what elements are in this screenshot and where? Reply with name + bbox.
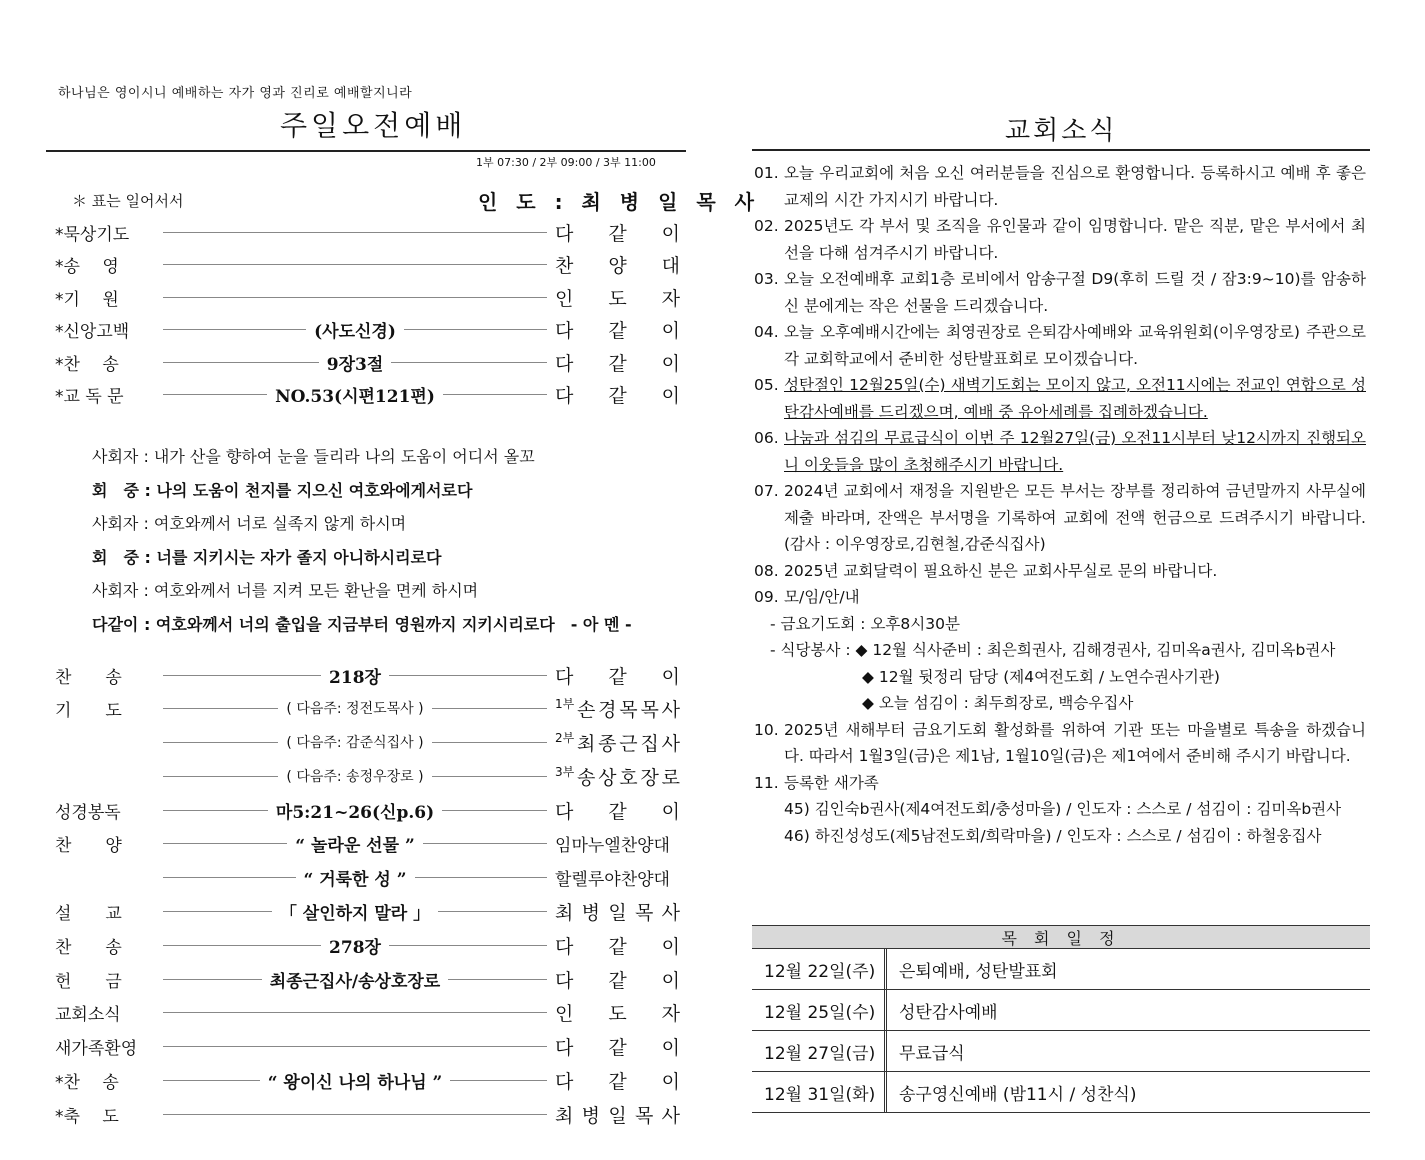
leader-line (163, 1114, 547, 1115)
order-label: *찬 송 (55, 1072, 119, 1093)
order-label: 교회소식 (55, 1005, 121, 1026)
order-row (55, 660, 680, 690)
performer-char: 목 (619, 698, 638, 721)
news-title: 교회소식 (1005, 116, 1118, 146)
performer-char: 종 (598, 732, 617, 755)
news-text: 오늘 오후예배시간에는 최영권장로 은퇴감사예배와 교육위원회(이우영장로) 주관으로 각 교회학교에서 준비한 성탄발표회로 모이겠습니다. (784, 323, 1366, 368)
schedule-header: 목 회 일 정 (752, 925, 1370, 949)
meeting-line: ◆ 12월 뒷정리 담당 (제4여전도회 / 노연수권사기관) (862, 667, 1220, 686)
performer-char: 인 (555, 287, 574, 310)
order-performer (555, 1101, 680, 1128)
order-row (55, 896, 680, 926)
order-label: *묵상기도 (55, 224, 130, 245)
service-times: 1부 07:30 / 2부 09:00 / 3부 11:00 (476, 156, 656, 169)
part-label: 2부 (555, 730, 575, 745)
order-item: 최종근집사/송상호장로 (269, 971, 441, 992)
performer-char: 사 (661, 901, 680, 924)
performer-char: 다 (555, 1070, 574, 1093)
title-divider (46, 150, 686, 152)
order-performer (555, 381, 680, 408)
performer-char: 로 (661, 766, 680, 789)
performer-char: 병 (581, 901, 601, 924)
order-row (55, 930, 680, 960)
news-number: 01. (754, 164, 779, 182)
order-performer (555, 316, 680, 343)
order-performer (555, 349, 680, 376)
order-row (55, 315, 680, 345)
leader-line (163, 1046, 547, 1047)
news-item (754, 425, 1366, 478)
performer-char: 대 (661, 255, 680, 277)
performer-char: 이 (661, 800, 680, 823)
schedule-event: 성탄감사예배 (899, 1002, 998, 1023)
order-performer (555, 999, 680, 1026)
performer-char: 일 (608, 1104, 627, 1127)
order-row (55, 347, 680, 377)
responsive-line: 사회자 : 여호와께서 너로 실족지 않게 하시며 (92, 514, 407, 533)
performer-char: 최 (555, 1104, 574, 1127)
news-number: 07. (754, 482, 779, 500)
leader-line (438, 911, 547, 912)
leader-line (163, 742, 278, 743)
leader-line (163, 945, 321, 946)
performer-char: 최 (555, 901, 574, 924)
performer-char: 이 (661, 969, 680, 992)
order-item: “ 놀라운 선물 ” (295, 836, 415, 857)
leader-line (443, 394, 547, 395)
order-row (55, 250, 680, 280)
order-performer (555, 898, 680, 925)
schedule-table (752, 925, 1370, 1113)
order-item: 218장 (329, 667, 381, 688)
performer-char: 찬 (555, 255, 574, 277)
leader-line (450, 1080, 547, 1081)
news-text: 나눔과 섬김의 무료급식이 이번 주 12월27일(금) 오전11시부터 낮12시까지 진행되오니 이웃들을 많이 초청해주시기 바랍니다. (784, 429, 1366, 474)
order-label: 찬 송 (55, 937, 122, 958)
leader-line (163, 708, 278, 709)
performer-char: 다 (555, 969, 574, 992)
performer-char: 임마누엘찬양대 (555, 836, 670, 857)
performer-char: 이 (661, 665, 680, 688)
news-text: 등록한 새가족 (784, 773, 879, 792)
schedule-row (752, 949, 1370, 990)
order-performer (555, 831, 680, 856)
performer-char: 손 (577, 698, 596, 721)
page-title: 주일오전예배 (280, 109, 467, 142)
leader-line (163, 297, 547, 298)
performer-char: 같 (608, 665, 627, 688)
performer-char: 병 (581, 1104, 601, 1127)
order-label: *송 영 (55, 257, 119, 277)
performer-char: 이 (661, 222, 680, 245)
news-item (754, 584, 1366, 611)
order-row (55, 761, 680, 791)
news-text: 오늘 오전예배후 교회1층 로비에서 암송구절 D9(후히 드릴 것 / 잠3:9~10)를 암송하신 분에게는 작은 선물을 드리겠습니다. (784, 270, 1366, 315)
performer-char: 다 (555, 665, 574, 688)
performer-char: 이 (661, 1070, 680, 1093)
meeting-line: - 식당봉사 : ◆ 12월 식사준비 : 최은희권사, 김해경권사, 김미옥a권사, 김미옥b권사 (770, 641, 1336, 659)
part-label: 1부 (555, 696, 575, 711)
news-text: 2025년 교회달력이 필요하신 분은 교회사무실로 문의 바랍니다. (784, 561, 1218, 580)
leader-line (163, 264, 547, 265)
performer-char: 할렐루야찬양대 (555, 870, 670, 891)
performer-char: 도 (608, 287, 627, 310)
leader-line (163, 1012, 547, 1013)
leader-line (389, 945, 547, 946)
schedule-row (752, 1072, 1370, 1113)
leader-line (432, 708, 547, 709)
performer-char: 도 (608, 1003, 627, 1026)
order-label: *축 도 (55, 1106, 119, 1127)
order-performer (555, 865, 680, 890)
leader-line (163, 776, 278, 777)
order-row (55, 795, 680, 825)
order-label: 새가족환영 (55, 1039, 138, 1060)
schedule-date: 12월 31일(화) (752, 1072, 887, 1112)
order-performer (555, 1067, 680, 1094)
news-item (754, 213, 1366, 266)
news-text: 성탄절인 12월25일(수) 새벽기도회는 모이지 않고, 오전11시에는 전교인 연합으로 성탄감사예배를 드리겠으며, 예배 중 유아세례를 집례하겠습니다. (784, 376, 1366, 421)
news-number: 11. (754, 773, 779, 792)
order-row (55, 693, 680, 723)
order-performer (555, 284, 680, 311)
performer-char: 일 (608, 901, 627, 924)
order-performer (555, 695, 680, 722)
performer-char: 다 (555, 385, 574, 407)
order-item: “ 거룩한 성 ” (303, 870, 407, 891)
performer-char: 다 (555, 1037, 574, 1060)
news-number: 03. (754, 270, 779, 288)
order-row (55, 998, 680, 1028)
order-label: 기 도 (55, 700, 122, 721)
performer-char: 같 (608, 385, 627, 407)
news-item (754, 478, 1366, 558)
performer-char: 자 (661, 287, 680, 310)
performer-char: 이 (661, 935, 680, 958)
leader-line (432, 742, 547, 743)
leader-line (448, 979, 547, 980)
responsive-line: 회 중 : 너를 지키시는 자가 졸지 아니하시리로다 (92, 547, 442, 567)
performer-char: 같 (608, 935, 627, 958)
order-row (55, 863, 680, 893)
order-item: NO.53(시편121편) (275, 387, 435, 407)
news-text: 오늘 우리교회에 처음 오신 여러분들을 진심으로 환영합니다. 등록하시고 예배 후 좋은 교제의 시간 가지시기 바랍니다. (784, 164, 1366, 209)
leader-line (423, 843, 547, 844)
order-label: 헌 금 (55, 971, 122, 992)
performer-char: 이 (661, 320, 680, 342)
order-item: 278장 (329, 937, 381, 958)
performer-char: 양 (608, 255, 627, 277)
order-performer (555, 662, 680, 689)
leader-line (415, 877, 548, 878)
performer-char: 최 (577, 732, 596, 755)
service-leader: 인 도 : 최 병 일 목 사 (478, 190, 760, 214)
performer-char: 다 (555, 222, 574, 245)
leader-line (432, 776, 547, 777)
responsive-line: 사회자 : 여호와께서 너를 지켜 모든 환난을 면케 하시며 (92, 581, 479, 600)
news-text: 2025년 새해부터 금요기도회 활성화를 위하여 기관 또는 마을별로 특송을 하겠습니다. 따라서 1월3일(금)은 제1남, 1월10일(금)은 제1여에서 준비해 주시기 바랍니다. (784, 720, 1366, 765)
newcomer-line: 46) 하진성성도(제5남전도회/희락마을) / 인도자 : 스스로 / 섬김이 : 하철웅집사 (784, 826, 1322, 845)
news-item (754, 770, 1366, 797)
news-item (754, 319, 1366, 372)
order-performer (555, 797, 680, 824)
order-item: 마5:21~26(신p.6) (275, 802, 435, 823)
order-performer (555, 966, 680, 993)
leader-line (163, 232, 547, 233)
news-text: 2024년 교회에서 재정을 지원받은 모든 부서는 장부를 정리하여 금년말까지 사무실에 제출 바라며, 잔액은 부서명을 기록하여 교회에 전액 헌금으로 드려주시기 바랍니다. (감사 : 이우영장로,김현철,감준식집사) (784, 482, 1366, 553)
performer-char: 목 (640, 698, 659, 721)
leader-line (163, 843, 287, 844)
order-performer (555, 932, 680, 959)
schedule-row (752, 990, 1370, 1031)
performer-char: 다 (555, 320, 574, 342)
order-row (55, 217, 680, 247)
leader-line (163, 979, 262, 980)
news-number: 04. (754, 323, 779, 341)
performer-char: 송 (577, 766, 596, 789)
order-row (55, 727, 680, 757)
schedule-event: 은퇴예배, 성탄발표회 (899, 961, 1058, 982)
order-row (55, 829, 680, 859)
meeting-line: - 금요기도회 : 오후8시30분 (770, 614, 960, 633)
news-item (754, 717, 1366, 770)
performer-char: 같 (608, 222, 627, 245)
performer-char: 집 (640, 732, 659, 755)
schedule-row (752, 1031, 1370, 1072)
order-item: “ 왕이신 나의 하나님 ” (267, 1072, 443, 1093)
order-item: ( 다음주: 감준식집사 ) (286, 735, 424, 751)
news-number: 06. (754, 429, 779, 447)
responsive-line: 다같이 : 여호와께서 너의 출입을 지금부터 영원까지 지키시리로다 - 아 멘 - (92, 614, 632, 634)
leader-line (163, 1080, 260, 1081)
performer-char: 호 (619, 766, 638, 789)
performer-char: 목 (634, 901, 654, 924)
order-item: 「 살인하지 말라 」 (279, 903, 431, 924)
news-number: 09. (754, 588, 779, 606)
performer-char: 사 (661, 698, 680, 721)
order-performer (555, 763, 680, 790)
order-label: *교 독 문 (55, 387, 124, 407)
order-label: 찬 양 (55, 836, 122, 857)
leader-line (163, 810, 268, 811)
leader-line (163, 877, 296, 878)
order-label: *신앙고백 (55, 322, 130, 342)
newcomer-line: 45) 김인숙b권사(제4여전도회/충성마을) / 인도자 : 스스로 / 섬김이 : 김미옥b권사 (784, 800, 1342, 818)
news-divider (752, 149, 1370, 151)
order-label: *기 원 (55, 289, 119, 310)
leader-line (163, 362, 319, 363)
performer-char: 같 (608, 320, 627, 342)
order-item: (사도신경) (314, 322, 396, 342)
performer-char: 장 (640, 766, 659, 789)
performer-char: 이 (661, 1037, 680, 1060)
part-label: 3부 (555, 764, 575, 779)
order-performer (555, 1033, 680, 1060)
leader-line (442, 810, 547, 811)
performer-char: 인 (555, 1003, 574, 1026)
order-performer (555, 729, 680, 756)
news-list (754, 160, 1366, 849)
performer-char: 근 (619, 732, 638, 755)
news-number: 10. (754, 720, 779, 739)
order-row (55, 1032, 680, 1062)
performer-char: 같 (608, 352, 627, 375)
leader-line (389, 675, 547, 676)
order-label: 설 교 (55, 903, 122, 924)
performer-char: 자 (661, 1003, 680, 1026)
standing-note: ＊ 표는 일어서서 (72, 192, 184, 210)
schedule-event: 송구영신예배 (밤11시 / 성찬식) (899, 1084, 1137, 1105)
news-number: 05. (754, 376, 779, 394)
news-text: 2025년도 각 부서 및 조직을 유인물과 같이 임명합니다. 맡은 직분, 맡은 부서에서 최선을 다해 섬겨주시기 바랍니다. (784, 217, 1366, 262)
news-item (754, 372, 1366, 425)
schedule-date: 12월 22일(주) (752, 949, 887, 989)
performer-char: 같 (608, 969, 627, 992)
news-item (754, 266, 1366, 319)
performer-char: 이 (661, 385, 680, 407)
order-item: ( 다음주: 송정우장로 ) (286, 769, 424, 785)
performer-char: 이 (661, 352, 680, 375)
order-performer (555, 219, 680, 246)
order-performer (555, 251, 680, 278)
order-row (55, 1065, 680, 1095)
performer-char: 같 (608, 1070, 627, 1093)
news-number: 02. (754, 217, 779, 235)
performer-char: 다 (555, 935, 574, 958)
meeting-line: ◆ 오늘 섬김이 : 최두희장로, 백승우집사 (862, 694, 1134, 712)
responsive-line: 사회자 : 내가 산을 향하여 눈을 들리라 나의 도움이 어디서 올꼬 (92, 447, 535, 466)
order-row (55, 282, 680, 312)
order-label: 성경봉독 (55, 802, 121, 823)
leader-line (391, 362, 547, 363)
performer-char: 상 (598, 766, 617, 789)
leader-line (163, 675, 321, 676)
leader-line (163, 394, 267, 395)
motto-verse: 하나님은 영이시니 예배하는 자가 영과 진리로 예배할지니라 (58, 86, 413, 101)
leader-line (163, 329, 306, 330)
news-item (754, 558, 1366, 585)
schedule-date: 12월 25일(수) (752, 990, 887, 1030)
order-item: 9장3절 (326, 354, 384, 375)
order-label: *찬 송 (55, 354, 119, 375)
news-item (754, 160, 1366, 213)
schedule-date: 12월 27일(금) (752, 1031, 887, 1071)
order-label: 찬 송 (55, 667, 122, 688)
performer-char: 사 (661, 1104, 680, 1127)
performer-char: 사 (661, 732, 680, 755)
order-row (55, 1099, 680, 1129)
news-number: 08. (754, 561, 779, 580)
performer-char: 같 (608, 800, 627, 823)
order-row (55, 380, 680, 410)
order-item: ( 다음주: 정전도목사 ) (286, 701, 424, 717)
schedule-event: 무료급식 (899, 1043, 965, 1064)
news-text: 모/임/안/내 (784, 588, 860, 606)
leader-line (404, 329, 547, 330)
performer-char: 목 (634, 1104, 654, 1127)
leader-line (163, 911, 272, 912)
performer-char: 경 (598, 698, 617, 721)
performer-char: 같 (608, 1037, 627, 1060)
performer-char: 다 (555, 352, 574, 375)
order-row (55, 964, 680, 994)
performer-char: 다 (555, 800, 574, 823)
responsive-line: 회 중 : 나의 도움이 천지를 지으신 여호와에게서로다 (92, 480, 473, 500)
